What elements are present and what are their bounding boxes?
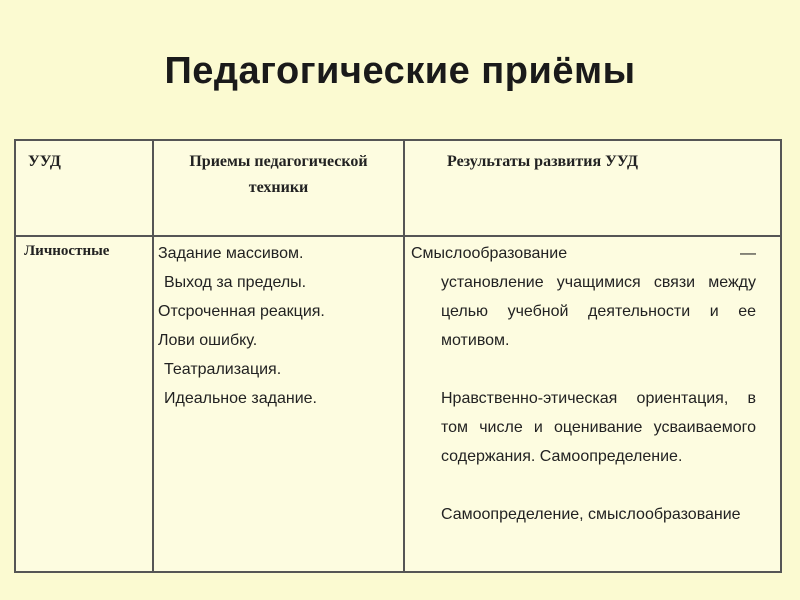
result-paragraph-1: установление учащимися связи между целью учебной деятельности и ее мотивом. [441, 274, 756, 349]
header-results: Результаты развития УУД [404, 140, 781, 236]
technique-item: Театрализация. [164, 361, 282, 378]
techniques-cell [153, 236, 404, 572]
table-header-row [15, 140, 781, 236]
header-techniques: Приемы педагогической техники [153, 140, 404, 236]
result-dash: — [740, 245, 756, 262]
technique-item: Идеальное задание. [164, 390, 317, 407]
technique-item: Задание массивом. [158, 245, 304, 262]
uud-table [14, 139, 782, 573]
technique-item: Выход за пределы. [164, 274, 307, 291]
technique-item: Отсроченная реакция. [158, 303, 325, 320]
result-paragraph-3: Самоопределение, смыслообразование [441, 506, 741, 523]
table-row [15, 236, 781, 572]
slide-title: Педагогические приёмы [164, 50, 636, 92]
technique-item: Лови ошибку. [158, 332, 258, 349]
result-first-line [411, 239, 756, 268]
result-paragraph-2: Нравственно-этическая ориентация, в том числе и оценивание усваиваемого содержания. Самоопределение. [441, 390, 756, 465]
results-cell [404, 236, 781, 572]
result-term: Смыслообразование [411, 245, 568, 262]
header-uud: УУД [15, 140, 153, 236]
category-cell: Личностные [15, 236, 153, 572]
